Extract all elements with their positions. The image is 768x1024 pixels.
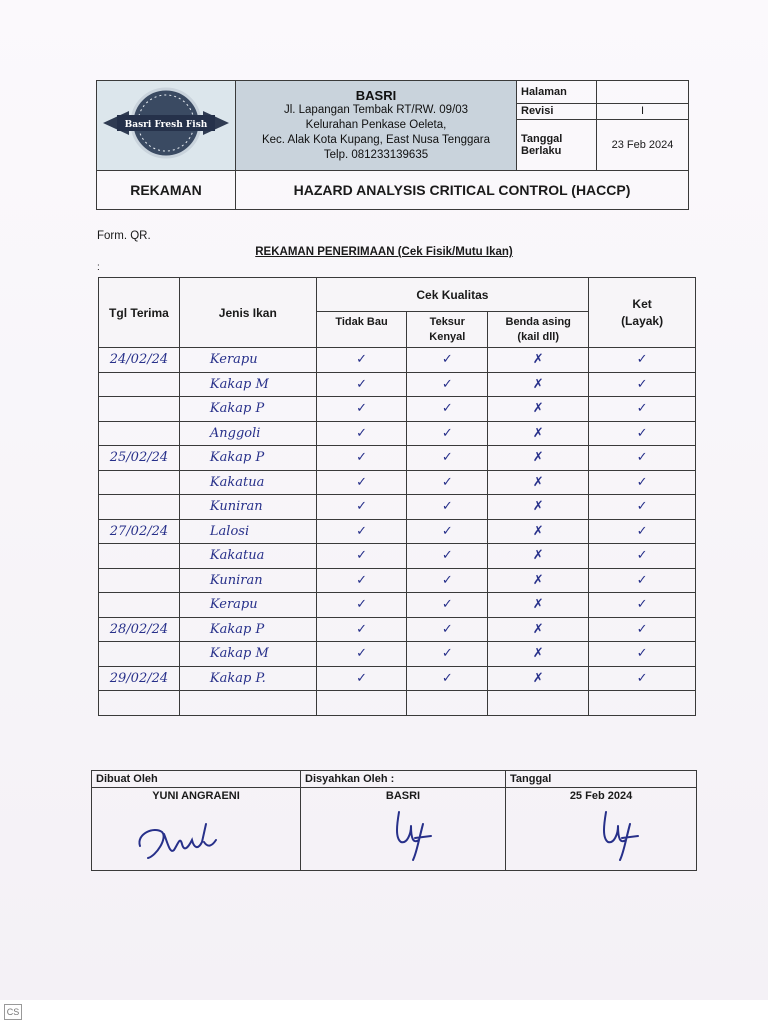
cell-jenis-ikan: Kakatua <box>179 470 316 495</box>
cell-jenis-ikan: Kerapu <box>179 593 316 618</box>
signature-table <box>91 770 697 871</box>
cell-tgl-terima <box>99 691 180 716</box>
cell-teksur-kenyal: ✓ <box>407 519 488 544</box>
cell-jenis-ikan: Kerapu <box>179 348 316 373</box>
cell-tgl-terima <box>99 568 180 593</box>
cell-jenis-ikan: Kuniran <box>179 495 316 520</box>
col-teksur-kenyal <box>407 312 488 348</box>
cell-jenis-ikan <box>179 691 316 716</box>
col-cek-kualitas: Cek Kualitas <box>316 278 588 312</box>
cell-tidak-bau: ✓ <box>316 470 407 495</box>
table-row <box>99 544 696 569</box>
cell-jenis-ikan: Kakap P <box>179 446 316 471</box>
table-row <box>99 568 696 593</box>
cell-benda-asing: ✗ <box>488 397 589 422</box>
cell-ket-layak: ✓ <box>589 421 696 446</box>
cell-tgl-terima <box>99 495 180 520</box>
cell-ket-layak: ✓ <box>589 470 696 495</box>
table-row <box>99 495 696 520</box>
cell-jenis-ikan: Anggoli <box>179 421 316 446</box>
cell-tgl-terima: 29/02/24 <box>99 666 180 691</box>
form-code: Form. QR. <box>97 230 151 242</box>
table-row <box>99 593 696 618</box>
cell-tidak-bau: ✓ <box>316 495 407 520</box>
cell-tgl-terima <box>99 470 180 495</box>
cell-teksur-kenyal: ✓ <box>407 470 488 495</box>
cell-jenis-ikan: Kakap P <box>179 397 316 422</box>
phone-line: Telp. 081233139635 <box>323 149 429 161</box>
cell-teksur-kenyal: ✓ <box>407 348 488 373</box>
teksur-kenyal-label: Teksur Kenyal <box>429 315 466 343</box>
cell-tidak-bau: ✓ <box>316 617 407 642</box>
cell-jenis-ikan: Kakap P. <box>179 666 316 691</box>
cell-benda-asing <box>488 691 589 716</box>
cell-tidak-bau: ✓ <box>316 446 407 471</box>
cell-benda-asing: ✗ <box>488 544 589 569</box>
cell-benda-asing: ✗ <box>488 372 589 397</box>
cell-teksur-kenyal: ✓ <box>407 495 488 520</box>
halaman-label: Halaman <box>517 81 597 104</box>
cell-ket-layak: ✓ <box>589 642 696 667</box>
cell-tidak-bau: ✓ <box>316 544 407 569</box>
cell-tgl-terima: 24/02/24 <box>99 348 180 373</box>
cell-benda-asing: ✗ <box>488 446 589 471</box>
cell-tgl-terima <box>99 642 180 667</box>
cell-benda-asing: ✗ <box>488 617 589 642</box>
tanggal-berlaku-label: Tanggal Berlaku <box>517 119 597 170</box>
cell-ket-layak: ✓ <box>589 568 696 593</box>
revisi-label: Revisi <box>517 103 597 119</box>
scanner-logo-icon: CS <box>4 1004 22 1020</box>
dibuat-oleh-label: Dibuat Oleh <box>92 771 301 788</box>
cell-tgl-terima <box>99 421 180 446</box>
company-logo <box>97 81 236 171</box>
cell-benda-asing: ✗ <box>488 495 589 520</box>
signature-basri <box>389 804 439 864</box>
cell-teksur-kenyal <box>407 691 488 716</box>
cell-tidak-bau: ✓ <box>316 421 407 446</box>
dibuat-oleh-name: YUNI ANGRAENI <box>152 790 240 802</box>
table-row <box>99 642 696 667</box>
inspection-rows <box>99 348 696 716</box>
cell-ket-layak <box>589 691 696 716</box>
cell-tidak-bau: ✓ <box>316 568 407 593</box>
company-info <box>236 81 517 171</box>
cell-jenis-ikan: Kakap P <box>179 617 316 642</box>
cell-jenis-ikan: Kakap M <box>179 372 316 397</box>
cell-benda-asing: ✗ <box>488 470 589 495</box>
signature-date-initial <box>596 804 646 864</box>
cell-jenis-ikan: Kuniran <box>179 568 316 593</box>
col-benda-asing <box>488 312 589 348</box>
signature-yuni <box>134 814 230 864</box>
dibuat-oleh-cell <box>92 788 301 871</box>
table-row <box>99 397 696 422</box>
table-row <box>99 691 696 716</box>
cell-ket-layak: ✓ <box>589 372 696 397</box>
cell-jenis-ikan: Kakap M <box>179 642 316 667</box>
col-tidak-bau: Tidak Bau <box>316 312 407 348</box>
cell-teksur-kenyal: ✓ <box>407 666 488 691</box>
rekaman-label: REKAMAN <box>97 171 236 210</box>
cell-tgl-terima <box>99 593 180 618</box>
cell-ket-layak: ✓ <box>589 397 696 422</box>
cell-teksur-kenyal: ✓ <box>407 544 488 569</box>
cell-benda-asing: ✗ <box>488 519 589 544</box>
table-row <box>99 666 696 691</box>
cell-tidak-bau: ✓ <box>316 372 407 397</box>
inspection-table <box>98 277 696 716</box>
cell-teksur-kenyal: ✓ <box>407 617 488 642</box>
cell-benda-asing: ✗ <box>488 568 589 593</box>
cell-tgl-terima <box>99 397 180 422</box>
cell-teksur-kenyal: ✓ <box>407 568 488 593</box>
revisi-value: I <box>597 103 689 119</box>
cell-ket-layak: ✓ <box>589 348 696 373</box>
fish-logo-icon <box>99 81 233 165</box>
benda-asing-label: Benda asing (kail dll) <box>505 315 571 343</box>
cell-tgl-terima: 28/02/24 <box>99 617 180 642</box>
tanggal-cell <box>506 788 697 871</box>
cell-teksur-kenyal: ✓ <box>407 372 488 397</box>
address-line-1: Jl. Lapangan Tembak RT/RW. 09/03 <box>283 104 469 116</box>
address-line-3: Kec. Alak Kota Kupang, East Nusa Tenggara <box>261 134 491 146</box>
cell-tidak-bau <box>316 691 407 716</box>
col-ket-layak <box>589 278 696 348</box>
cell-teksur-kenyal: ✓ <box>407 421 488 446</box>
tanggal-berlaku-value: 23 Feb 2024 <box>597 119 689 170</box>
cell-tgl-terima: 25/02/24 <box>99 446 180 471</box>
table-row <box>99 519 696 544</box>
cell-tidak-bau: ✓ <box>316 348 407 373</box>
cell-tgl-terima <box>99 544 180 569</box>
cell-benda-asing: ✗ <box>488 593 589 618</box>
cell-tidak-bau: ✓ <box>316 397 407 422</box>
form-colon: : <box>97 262 100 273</box>
tanggal-label: Tanggal <box>506 771 697 788</box>
cell-tgl-terima <box>99 372 180 397</box>
cell-jenis-ikan: Lalosi <box>179 519 316 544</box>
cell-teksur-kenyal: ✓ <box>407 446 488 471</box>
table-row <box>99 421 696 446</box>
cell-benda-asing: ✗ <box>488 642 589 667</box>
cell-ket-layak: ✓ <box>589 666 696 691</box>
ket-layak-label: Ket (Layak) <box>621 296 664 328</box>
cell-benda-asing: ✗ <box>488 421 589 446</box>
cell-tidak-bau: ✓ <box>316 593 407 618</box>
address-line-2: Kelurahan Penkase Oeleta, <box>305 119 447 131</box>
scanner-footer <box>0 1000 768 1024</box>
cell-jenis-ikan: Kakatua <box>179 544 316 569</box>
cell-teksur-kenyal: ✓ <box>407 397 488 422</box>
table-row <box>99 348 696 373</box>
cell-teksur-kenyal: ✓ <box>407 593 488 618</box>
cell-ket-layak: ✓ <box>589 544 696 569</box>
disyahkan-oleh-cell <box>301 788 506 871</box>
header-table <box>96 80 689 210</box>
cell-tgl-terima: 27/02/24 <box>99 519 180 544</box>
cell-ket-layak: ✓ <box>589 519 696 544</box>
company-name: BASRI <box>355 88 397 103</box>
logo-text: Basri Fresh Fish <box>124 120 208 130</box>
table-row <box>99 617 696 642</box>
table-row <box>99 372 696 397</box>
cell-benda-asing: ✗ <box>488 666 589 691</box>
cell-tidak-bau: ✓ <box>316 642 407 667</box>
halaman-value <box>597 81 689 104</box>
col-tgl-terima: Tgl Terima <box>99 278 180 348</box>
col-jenis-ikan: Jenis Ikan <box>179 278 316 348</box>
cell-ket-layak: ✓ <box>589 617 696 642</box>
table-row <box>99 470 696 495</box>
cell-tidak-bau: ✓ <box>316 519 407 544</box>
cell-ket-layak: ✓ <box>589 593 696 618</box>
disyahkan-oleh-name: BASRI <box>385 790 421 802</box>
tanggal-value: 25 Feb 2024 <box>569 790 633 802</box>
cell-benda-asing: ✗ <box>488 348 589 373</box>
disyahkan-oleh-label: Disyahkan Oleh : <box>301 771 506 788</box>
form-title: REKAMAN PENERIMAAN (Cek Fisik/Mutu Ikan) <box>255 246 513 258</box>
cell-ket-layak: ✓ <box>589 446 696 471</box>
table-row <box>99 446 696 471</box>
cell-teksur-kenyal: ✓ <box>407 642 488 667</box>
cell-ket-layak: ✓ <box>589 495 696 520</box>
cell-tidak-bau: ✓ <box>316 666 407 691</box>
document-title: HAZARD ANALYSIS CRITICAL CONTROL (HACCP) <box>236 171 689 210</box>
